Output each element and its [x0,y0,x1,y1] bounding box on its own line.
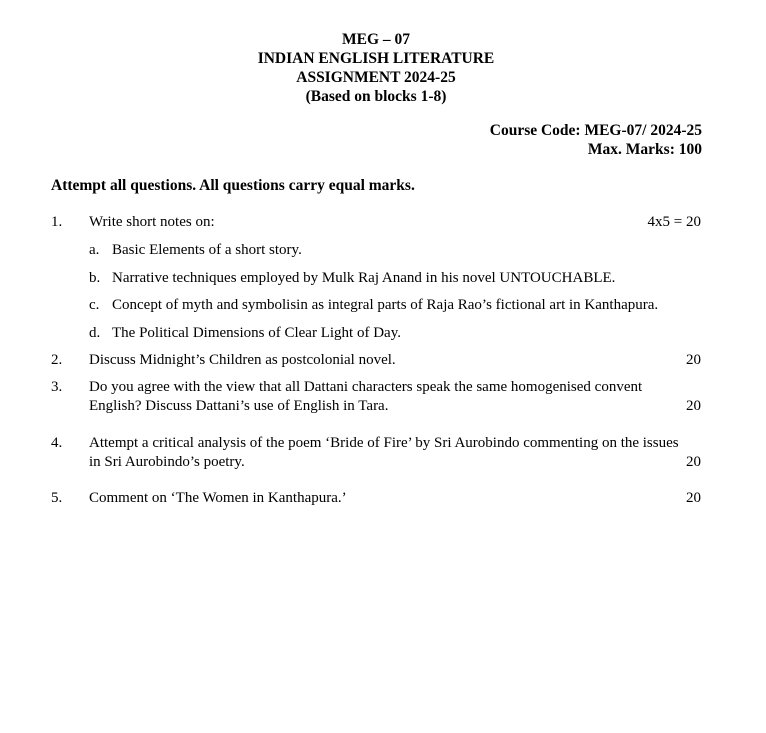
course-info [490,121,702,159]
subpart-letter: b. [89,270,101,286]
max-marks: Max. Marks: 100 [587,141,702,158]
question-number: 5. [51,490,63,506]
subpart-text: Basic Elements of a short story. [112,242,302,258]
course-title: INDIAN ENGLISH LITERATURE [257,50,495,67]
question-text: Discuss Midnight’s Children as postcolonial novel. [89,352,396,368]
question-2 [51,351,701,371]
question-number: 2. [51,352,63,368]
subpart-letter: a. [89,242,100,258]
subpart-a [89,241,302,260]
subpart-b [89,269,615,288]
question-text: Comment on ‘The Women in Kanthapura.’ [89,490,347,506]
question-text: Write short notes on: [89,214,215,230]
subpart-letter: d. [89,325,101,341]
based-on-blocks: (Based on blocks 1-8) [305,88,447,105]
question-text: Attempt a critical analysis of the poem ‘Bride of Fire’ by Sri Aurobindo commenting on the issues in Sri Aurobindo’s poetry. [89,435,679,470]
document-header [0,30,752,106]
question-5 [51,489,701,509]
question-marks: 4x5 = 20 [647,214,701,230]
subpart-c [89,296,658,315]
assignment-title: ASSIGNMENT 2024-25 [296,69,456,86]
instructions: Attempt all questions. All questions carry equal marks. [51,177,415,194]
course-code: Course Code: MEG-07/ 2024-25 [489,122,702,139]
question-marks: 20 [686,352,701,368]
question-marks: 20 [686,490,701,506]
question-1 [51,213,701,233]
subpart-letter: c. [89,297,100,313]
question-text: Do you agree with the view that all Dattani characters speak the same homogenised convent English? Discuss Dattani’s use of English in Tara. [89,379,643,414]
subpart-text: The Political Dimensions of Clear Light of Day. [112,325,401,341]
question-marks: 20 [686,454,701,470]
question-number: 4. [51,435,63,451]
subpart-d [89,324,401,343]
question-4 [51,434,701,474]
subpart-text: Narrative techniques employed by Mulk Raj Anand in his novel UNTOUCHABLE. [112,270,616,286]
course-code-heading: MEG – 07 [341,31,411,48]
question-number: 3. [51,379,63,395]
question-3 [51,378,701,418]
subpart-text: Concept of myth and symbolisin as integral parts of Raja Rao’s fictional art in Kanthapura. [112,297,659,313]
question-number: 1. [51,214,63,230]
question-marks: 20 [686,398,701,414]
